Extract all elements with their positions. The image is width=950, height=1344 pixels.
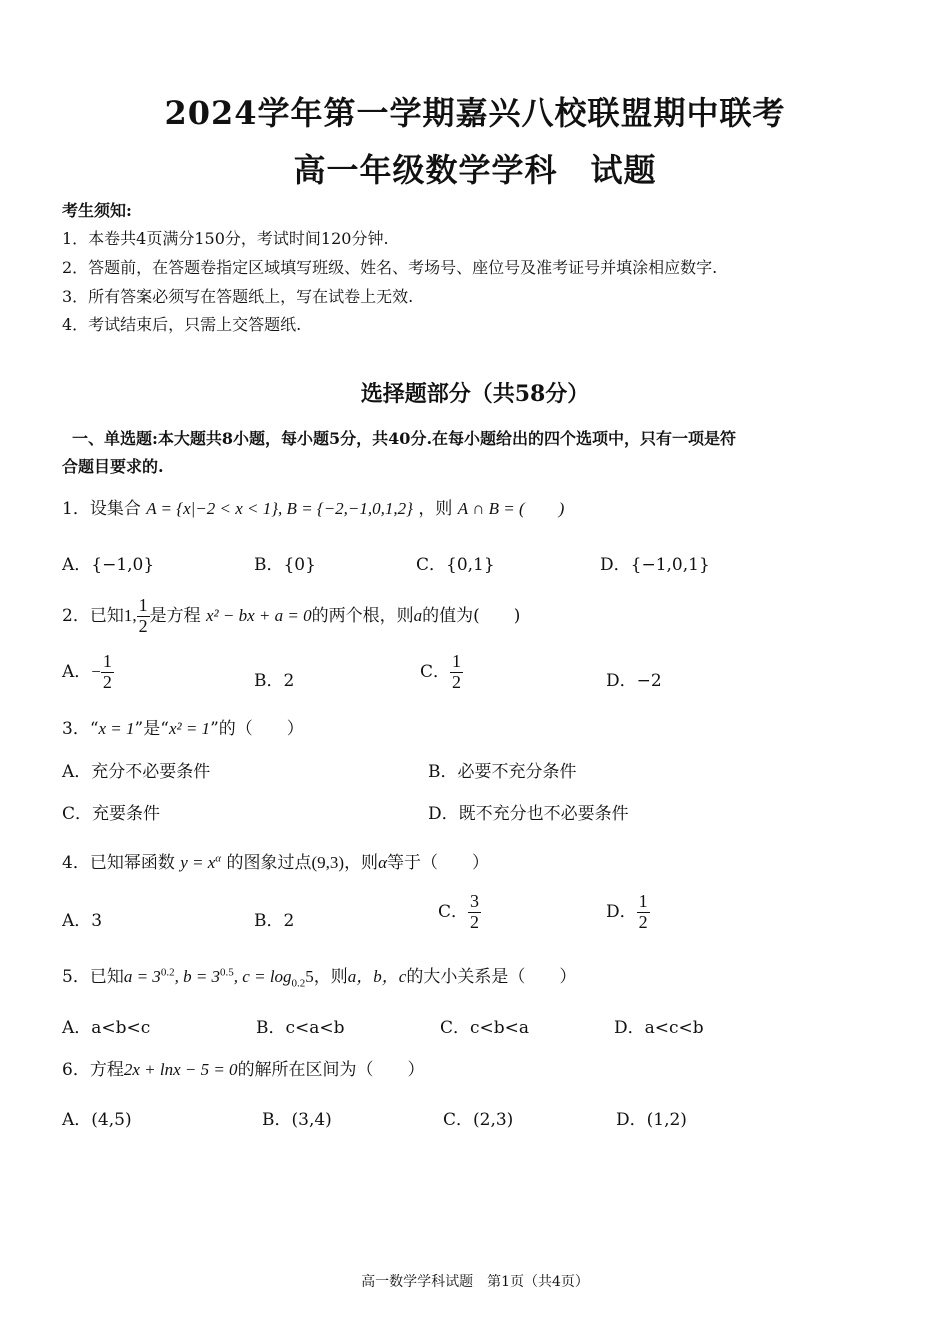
option-c: C．{0,1} [416,555,495,575]
math-expression: a = 3 [123,967,161,986]
question-text: 6．方程 [62,1060,124,1080]
fraction-numerator: 1 [452,651,462,671]
question-6 [62,1055,425,1080]
option-b: B．必要不充分条件 [428,762,577,782]
math-expression: x² − bx + a = 0 [205,605,312,625]
option-d: D．−2 [606,671,662,691]
question-text: ”的（ ） [210,719,304,739]
fraction-numerator: 1 [138,595,148,615]
fraction-denominator: 2 [638,911,648,932]
question-text: 4．已知幂函数 [62,853,175,873]
fraction-denominator: 2 [452,671,462,692]
fraction-numerator: 3 [470,891,480,911]
option-a: A．a<b<c [62,1018,151,1038]
option-d: D．{−1,0,1} [600,555,710,575]
notice-heading: 考生须知: [62,201,132,220]
option-c: C．(2,3) [443,1110,514,1130]
option-d [606,892,650,933]
option-label: A． [62,661,92,682]
question-text: 的解所在区间为（ ） [237,1060,425,1080]
fraction-denominator: 2 [102,671,112,692]
option-b: B．2 [254,911,295,931]
fraction-denominator: 2 [138,615,148,636]
option-c: C．充要条件 [62,804,161,824]
exam-subtitle: 高一年级数学学科 试题 [293,151,657,189]
question-number: 1．设集合 [62,499,141,519]
notice-item: 1．本卷共4页满分150分，考试时间120分钟. [62,229,389,248]
math-exponent: α [215,852,222,865]
question-text: 是方程 [149,605,201,626]
question-text: 3．“ [62,719,99,739]
option-b: B．2 [254,671,295,691]
minus-sign: − [91,661,101,681]
fraction-numerator: 1 [102,651,112,671]
math-expression: y = x [180,853,216,872]
option-d: D．既不充分也不必要条件 [428,804,629,824]
fraction [468,892,481,933]
math-expression: x = 1 [98,719,135,738]
math-expression: x² = 1 [168,719,211,738]
math-expression: A ∩ B = ( ) [457,499,565,518]
notice-item: 2．答题前，在答题卷指定区域填写班级、姓名、考场号、座位号及准考证号并填涂相应数字. [62,258,718,277]
question-3 [62,714,304,739]
question-5 [62,962,576,989]
option-a: A．3 [62,911,103,931]
option-label: D． [606,901,637,922]
page-footer: 高一数学学科试题 第1页（共4页） [361,1274,589,1290]
option-c [420,652,463,693]
option-a: A．(4,5) [62,1110,132,1130]
question-text: 的两个根，则 [311,605,414,626]
section-title: 选择题部分（共58分） [360,381,590,407]
notice-item: 3．所有答案必须写在答题纸上，写在试卷上无效. [62,287,414,306]
option-c: C．c<b<a [440,1018,530,1038]
math-variable: a [413,605,423,625]
fraction [637,892,650,933]
question-text: 等于（ ） [387,853,489,873]
math-subscript: 0.2 [291,977,306,990]
question-text: 的值为( ) [422,605,521,626]
option-label: C． [438,901,469,922]
option-c [438,892,481,933]
exam-title: 2024学年第一学期嘉兴八校联盟期中联考 [164,94,786,132]
question-text: 的大小关系是（ ） [406,967,577,987]
option-a [62,652,114,693]
math-variable: α [378,853,387,872]
option-a: A．充分不必要条件 [62,762,211,782]
fraction [137,596,150,637]
question-text: ”是“ [134,719,169,739]
option-d: D．a<c<b [614,1018,704,1038]
option-b: B．c<a<b [256,1018,345,1038]
question-text: 的图象过点 [226,853,312,873]
fraction-numerator: 1 [638,891,648,911]
section-instruction: 一、单选题:本大题共8小题，每小题5分，共40分.在每小题给出的四个选项中，只有一项是符 [72,429,737,448]
question-number: 2．已知 [62,605,124,626]
math-variables: a，b，c [347,967,407,986]
math-expression: A = {x|−2 < x < 1}, B = {−2,−1,0,1,2} [146,499,413,518]
option-a: A．{−1,0} [62,555,155,575]
option-d: D．(1,2) [616,1110,687,1130]
fraction-denominator: 2 [470,911,480,932]
math-expression: , c = log [233,967,292,986]
fraction [101,652,114,693]
option-b: B．(3,4) [262,1110,332,1130]
question-4 [62,848,489,873]
option-b: B．{0} [254,555,316,575]
question-text: ，则 [344,853,379,873]
question-1 [62,494,564,519]
math-exponent: 0.2 [160,966,175,979]
math-expression: 5 [305,967,314,986]
math-exponent: 0.5 [220,966,234,979]
option-label: C． [420,661,451,682]
math-expression: 1, [123,605,137,625]
math-expression: , b = 3 [174,967,221,986]
notice-item: 4．考试结束后，只需上交答题纸. [62,315,302,334]
section-instruction-cont: 合题目要求的. [62,457,164,476]
question-text: ，则 [418,499,453,519]
question-text: 5．已知 [62,967,124,987]
math-expression: 2x + lnx − 5 = 0 [123,1060,238,1079]
question-text: ，则 [313,967,348,987]
question-2 [62,596,520,637]
math-expression: (9,3) [311,853,345,872]
fraction [450,652,463,693]
